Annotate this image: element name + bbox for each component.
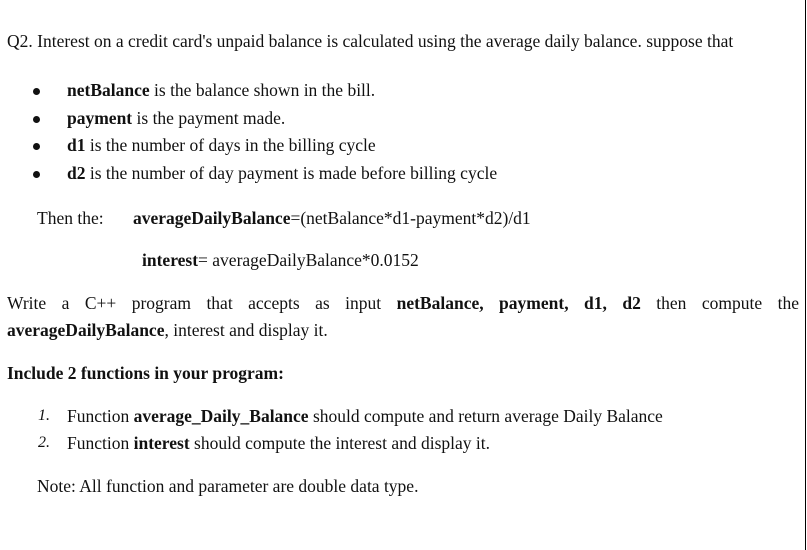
task-suffix: , interest and display it. xyxy=(164,320,328,340)
formula-lead: Then the: xyxy=(37,208,104,228)
definition-item xyxy=(7,160,799,188)
formula-expression: = averageDailyBalance*0.0152 xyxy=(198,250,419,270)
definition-item xyxy=(7,132,799,160)
function-after: should compute the interest and display it. xyxy=(189,432,491,453)
definition-desc: is the number of days in the billing cycle xyxy=(85,135,376,155)
interest-formula xyxy=(142,247,799,274)
average-formula xyxy=(37,205,799,232)
bullet-icon xyxy=(33,88,40,95)
formula-name: interest xyxy=(142,250,199,270)
definition-item xyxy=(7,105,799,133)
task-prefix: Write a C++ program that accepts as input xyxy=(7,293,397,313)
task-description xyxy=(7,290,799,344)
function-name: interest xyxy=(133,432,190,453)
question-text: Q2. Interest on a credit card's unpaid balance is calculated using the average daily balance. suppose that xyxy=(7,31,734,51)
task-result: averageDailyBalance xyxy=(7,320,165,340)
function-after: should compute and return average Daily Balance xyxy=(308,406,663,426)
document-body xyxy=(7,28,799,500)
function-number: 1. xyxy=(38,407,50,424)
definition-term: netBalance xyxy=(67,80,150,100)
function-list xyxy=(7,403,799,456)
definition-item xyxy=(7,77,799,105)
definition-desc: is the balance shown in the bill. xyxy=(149,80,376,100)
task-middle: then compute the xyxy=(640,293,799,313)
function-before: Function xyxy=(67,406,134,426)
bullet-icon xyxy=(33,143,40,150)
function-item xyxy=(7,403,799,430)
include-heading xyxy=(7,360,799,387)
bullet-icon xyxy=(33,116,40,123)
definition-term: d1 xyxy=(67,135,86,155)
page-edge-rule xyxy=(805,0,806,550)
function-name: average_Daily_Balance xyxy=(133,406,309,426)
task-inputs: netBalance, payment, d1, d2 xyxy=(396,293,641,313)
bullet-icon xyxy=(33,171,40,178)
function-before: Function xyxy=(67,432,134,453)
definition-desc: is the number of day payment is made before billing cycle xyxy=(85,162,498,183)
definition-term: payment xyxy=(67,107,133,128)
include-heading-text: Include 2 functions in your program: xyxy=(7,363,284,383)
function-number: 2. xyxy=(38,433,50,451)
note-text: Note: All function and parameter are double data type. xyxy=(37,476,419,496)
function-item xyxy=(7,430,799,457)
definition-desc: is the payment made. xyxy=(132,107,286,128)
formula-expression: =(netBalance*d1-payment*d2)/d1 xyxy=(290,208,531,228)
definition-list xyxy=(7,77,799,187)
definition-term: d2 xyxy=(67,162,86,183)
formula-name: averageDailyBalance xyxy=(133,208,291,228)
